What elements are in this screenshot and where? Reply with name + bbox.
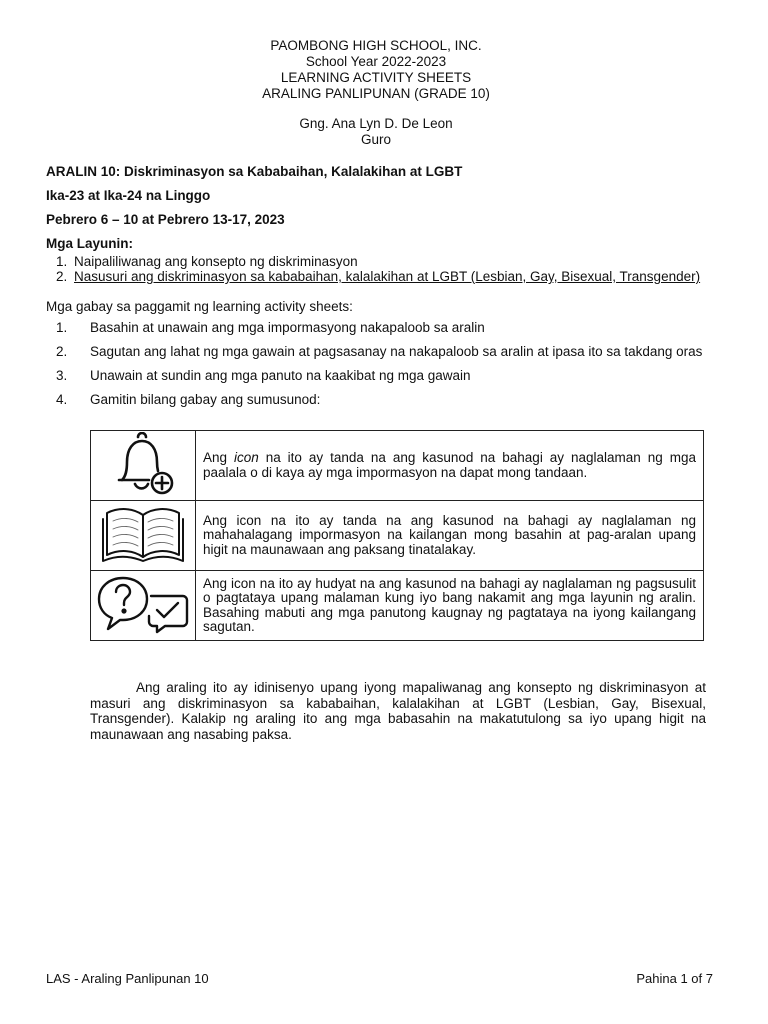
item-text: Nasusuri ang diskriminasyon sa kababaihan, kalalakihan at LGBT (Lesbian, Gay, Bisexual, Transgender) <box>74 269 701 284</box>
icon-cell <box>91 501 196 571</box>
open-book-icon <box>97 503 189 565</box>
objectives-heading: Mga Layunin: <box>46 236 133 251</box>
item-number: 1. <box>56 254 68 269</box>
objectives-list <box>46 254 706 284</box>
table-row <box>91 501 704 571</box>
document-type: LEARNING ACTIVITY SHEETS <box>280 70 472 85</box>
teacher-role: Guro <box>360 132 391 147</box>
item-text: Basahin at unawain ang mga impormasyong nakapaloob sa aralin <box>90 320 485 335</box>
school-year: School Year 2022-2023 <box>305 54 447 69</box>
table-row <box>91 431 704 501</box>
footer-page-number: Pahina 1 of 7 <box>636 971 713 986</box>
desc-text: Ang <box>203 450 234 465</box>
footer-course: LAS - Araling Panlipunan 10 <box>46 971 209 986</box>
teacher-block <box>46 116 706 148</box>
item-number: 2. <box>56 344 68 359</box>
closing-paragraph: Ang araling ito ay idinisenyo upang iyong mapaliwanag ang konsepto ng diskriminasyon at masuri ang diskriminasyon sa kababaihan, kalalakihan at LGBT (Lesbian, Gay, Bisexual, Transgender). Kalakip ng araling ito ang mga babasahin na makatutulong sa iyo upang higit na maunawaan ang nasabing paksa. <box>90 680 706 742</box>
guide-intro: Mga gabay sa paggamit ng learning activity sheets: <box>46 299 353 314</box>
icon-guide-table <box>90 430 704 641</box>
list-item <box>56 269 706 284</box>
lesson-weeks: Ika-23 at Ika-24 na Linggo <box>46 188 211 203</box>
item-number: 2. <box>56 269 68 284</box>
item-text: Naipaliliwanag ang konsepto ng diskriminasyon <box>74 254 358 269</box>
icon-description: Ang icon na ito ay hudyat na ang kasunod na bahagi ay naglalaman ng pagsusulit o pagtataya upang malaman kung iyo bang nakamit ang mga layunin ng aralin. Basahing mabuti ang mga panutong kaugnay ng pagtataya na iyong kailangang sagutan. <box>196 571 704 641</box>
lesson-title: ARALIN 10: Diskriminasyon sa Kababaihan, Kalalakihan at LGBT <box>46 164 463 179</box>
item-number: 4. <box>56 392 68 407</box>
icon-cell <box>91 571 196 641</box>
list-item <box>46 344 706 359</box>
desc-text: na ito ay tanda na ang kasunod na bahagi ay naglalaman ng mga paalala o di kaya ay mga impormasyon na dapat mong tandaan. <box>203 450 696 480</box>
lesson-dates: Pebrero 6 – 10 at Pebrero 13-17, 2023 <box>46 212 285 227</box>
document-header <box>46 38 706 102</box>
list-item <box>56 254 706 269</box>
item-text: Gamitin bilang gabay ang sumusunod: <box>90 392 321 407</box>
page-content <box>46 38 706 742</box>
guide-list <box>46 320 706 407</box>
desc-emphasis: icon <box>233 450 259 465</box>
item-text: Sagutan ang lahat ng mga gawain at pagsasanay na nakapaloob sa aralin at ipasa ito sa takdang oras <box>90 344 703 359</box>
icon-description: Ang icon na ito ay tanda na ang kasunod na bahagi ay naglalaman ng mahahalagang impormasyon na kailangan mong basahin at pag-aralan upang higit na maunawaan ang paksang tinatalakay. <box>196 501 704 571</box>
icon-description <box>196 431 704 501</box>
question-check-bubbles-icon <box>95 572 191 636</box>
bell-plus-icon <box>105 432 181 496</box>
subject-title: ARALING PANLIPUNAN (GRADE 10) <box>262 86 490 101</box>
school-name: PAOMBONG HIGH SCHOOL, INC. <box>270 38 482 53</box>
item-text: Unawain at sundin ang mga panuto na kaakibat ng mga gawain <box>90 368 471 383</box>
item-number: 1. <box>56 320 68 335</box>
list-item <box>46 368 706 383</box>
list-item <box>46 320 706 335</box>
list-item <box>46 392 706 407</box>
table-row <box>91 571 704 641</box>
page-footer <box>46 971 713 986</box>
icon-cell <box>91 431 196 501</box>
item-number: 3. <box>56 368 68 383</box>
teacher-name: Gng. Ana Lyn D. De Leon <box>299 116 453 131</box>
